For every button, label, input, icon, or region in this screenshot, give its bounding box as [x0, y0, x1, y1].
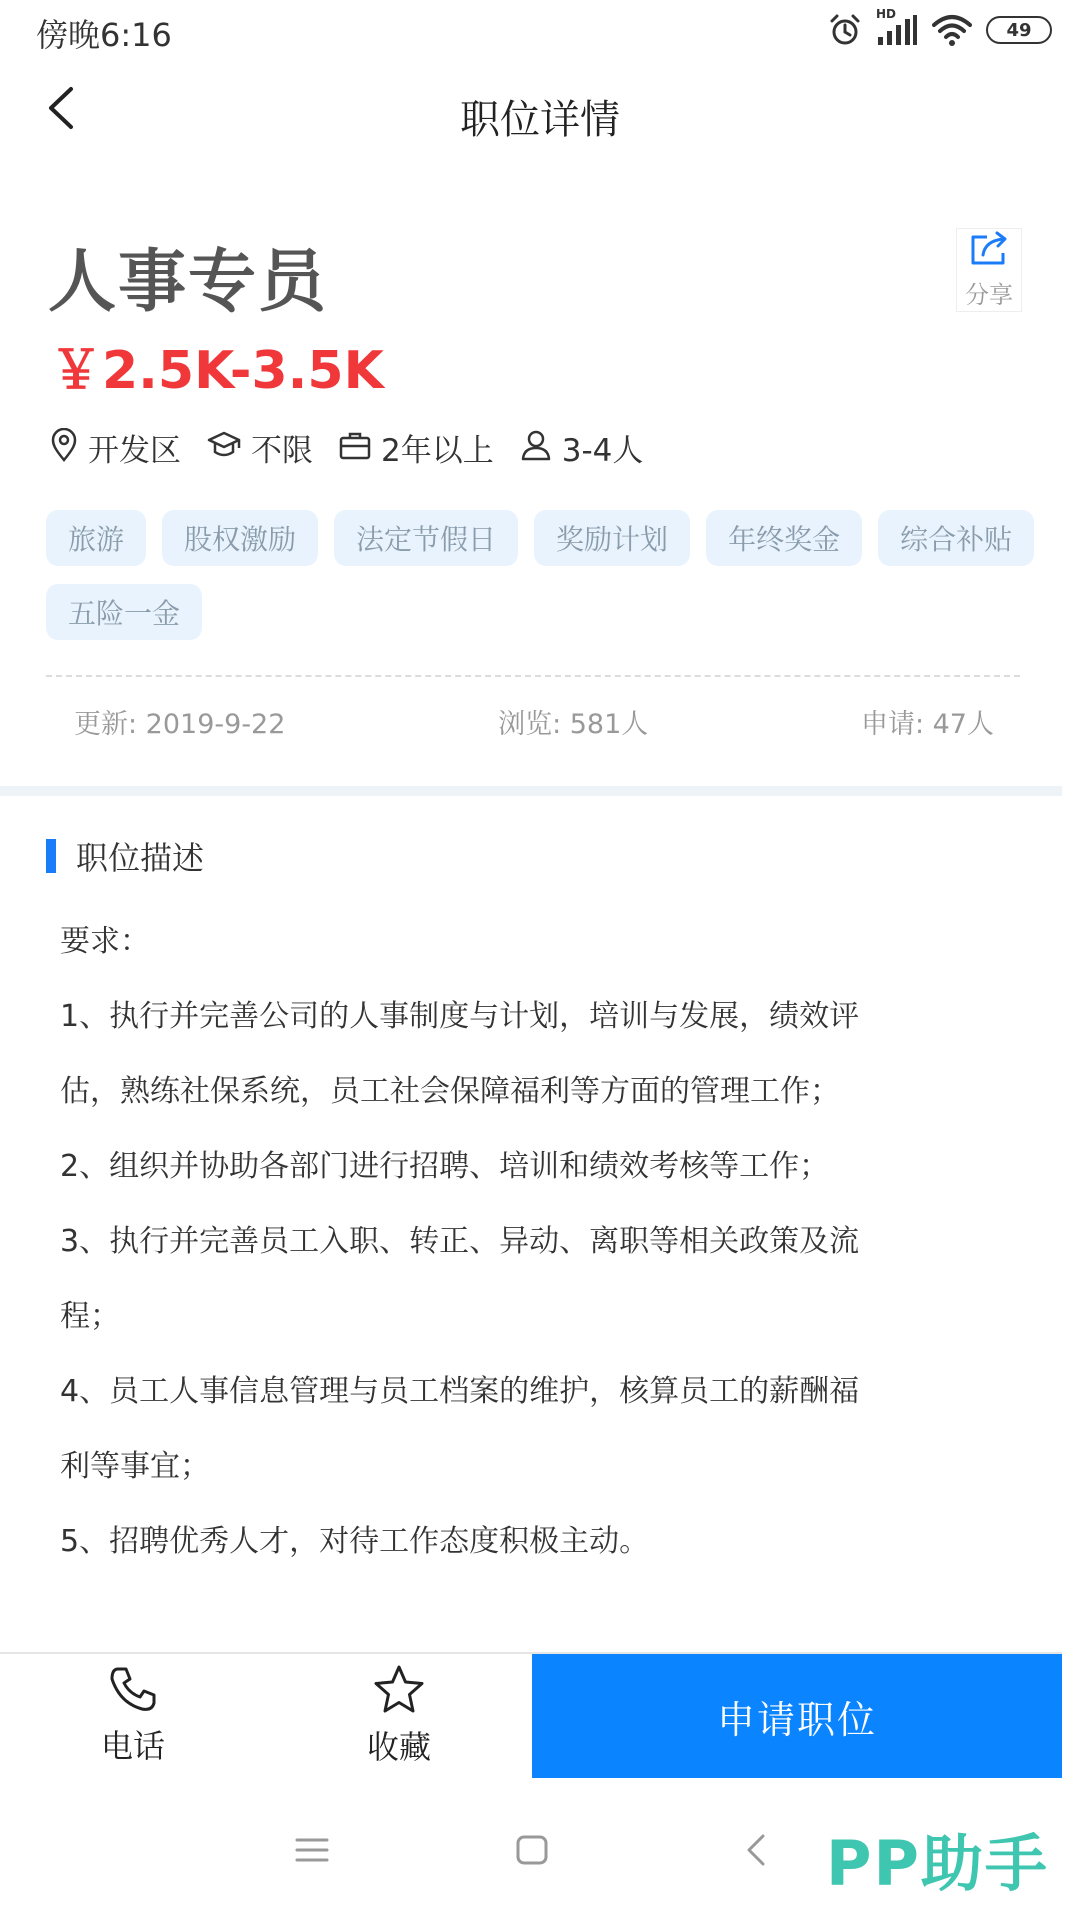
- graduation-cap-icon: [207, 429, 251, 465]
- briefcase-icon: [339, 430, 381, 464]
- phone-label: 电话: [100, 1727, 165, 1765]
- meta-location: [50, 425, 181, 470]
- meta-headcount: [520, 425, 644, 470]
- pp-assistant-watermark: PP助手: [826, 1827, 1049, 1900]
- network-label: HD: [876, 7, 897, 21]
- meta-experience: [339, 425, 494, 470]
- apply-button[interactable]: 申请职位: [532, 1654, 1062, 1778]
- benefit-tag: 五险一金: [46, 584, 202, 640]
- system-nav-bar: [0, 1780, 1080, 1920]
- job-title: 人事专员: [48, 243, 329, 322]
- benefit-tag: 法定节假日: [334, 510, 518, 566]
- back-icon: [744, 1833, 768, 1871]
- description-line: 5、招聘优秀人才，对待工作态度积极主动。: [60, 1524, 650, 1559]
- home-icon: [515, 1834, 549, 1870]
- view-count: 浏览: 581人: [498, 709, 649, 740]
- description-line: 要求：: [60, 924, 150, 959]
- benefit-tag: 年终奖金: [706, 510, 862, 566]
- share-label: 分享: [965, 280, 1013, 309]
- section-accent-bar: [46, 839, 56, 873]
- bottom-action-bar: [0, 1652, 1062, 1776]
- job-stats: [74, 702, 994, 742]
- description-line: 程；: [60, 1299, 120, 1334]
- benefit-tags: [46, 510, 1036, 640]
- star-icon: [372, 1664, 426, 1718]
- benefit-tag: 旅游: [46, 510, 146, 566]
- description-line: 3、执行并完善员工入职、转正、异动、离职等相关政策及流: [60, 1224, 860, 1259]
- battery-icon: [986, 16, 1052, 44]
- description-line: 估，熟练社保系统，员工社会保障福利等方面的管理工作；: [60, 1074, 840, 1109]
- job-meta-row: [50, 424, 669, 470]
- description-header: [46, 836, 204, 876]
- section-divider: [0, 786, 1062, 796]
- description-line: 1、执行并完善公司的人事制度与计划，培训与发展，绩效评: [60, 999, 860, 1034]
- signal-icon: [876, 7, 918, 47]
- battery-level: 49: [1006, 19, 1032, 41]
- share-icon: [967, 231, 1011, 271]
- person-icon: [520, 429, 562, 465]
- system-back-button[interactable]: [726, 1822, 786, 1882]
- home-button[interactable]: [502, 1822, 562, 1882]
- benefit-tag: 综合补贴: [878, 510, 1034, 566]
- menu-button[interactable]: [282, 1822, 342, 1882]
- favorite-button[interactable]: [266, 1654, 532, 1778]
- phone-button[interactable]: [0, 1654, 266, 1778]
- status-icons: [828, 7, 1052, 50]
- meta-education: [207, 425, 313, 470]
- section-title: 职位描述: [76, 839, 205, 877]
- location-pin-icon: [50, 428, 88, 466]
- experience-text: 2年以上: [381, 432, 494, 469]
- page-title: 职位详情: [460, 97, 620, 143]
- salary: ￥2.5K-3.5K: [50, 341, 384, 401]
- description-line: 2、组织并协助各部门进行招聘、培训和绩效考核等工作；: [60, 1149, 830, 1184]
- wifi-icon: [932, 13, 972, 47]
- favorite-label: 收藏: [366, 1728, 431, 1766]
- education-text: 不限: [251, 432, 313, 469]
- description-line: 利等事宜；: [60, 1449, 210, 1484]
- updated-date: 更新: 2019-9-22: [74, 709, 286, 740]
- benefit-tag: 奖励计划: [534, 510, 690, 566]
- headcount-text: 3-4人: [561, 432, 644, 469]
- location-text: 开发区: [88, 432, 181, 469]
- alarm-icon: [828, 13, 862, 47]
- phone-icon: [106, 1665, 160, 1717]
- share-button[interactable]: [956, 228, 1022, 312]
- benefit-tag: 股权激励: [162, 510, 318, 566]
- menu-icon: [295, 1835, 329, 1869]
- status-time: 傍晚6:16: [36, 16, 172, 54]
- dashed-divider: [46, 675, 1020, 677]
- job-description: [60, 912, 1020, 1587]
- top-nav-bar: [0, 60, 1080, 160]
- application-count: 申请: 47人: [860, 709, 994, 740]
- status-bar: [0, 0, 1080, 60]
- description-line: 4、员工人事信息管理与员工档案的维护，核算员工的薪酬福: [60, 1374, 860, 1409]
